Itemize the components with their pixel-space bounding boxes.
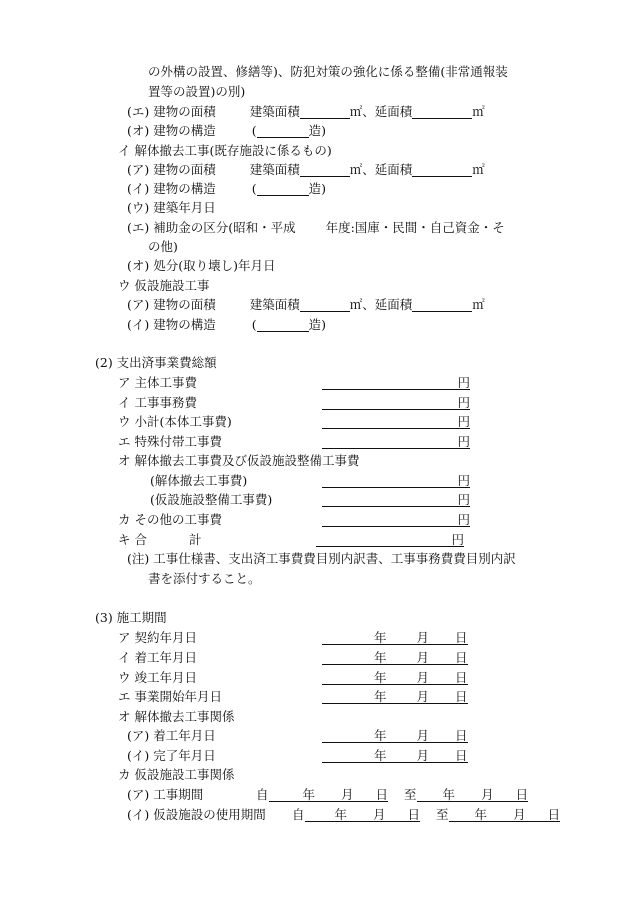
label: (エ) 建物の面積 [127, 104, 216, 119]
sec3-temp-usage [127, 807, 266, 822]
sec2-total-amount[interactable]: 円 [316, 532, 464, 547]
floor-area-blank[interactable] [412, 162, 472, 177]
sec3-title: (3) 施工期間 [95, 610, 167, 625]
floor-area-blank[interactable] [412, 104, 472, 119]
item-i-e-subsidy-line2: の他) [148, 239, 178, 254]
area-mid: ㎡、延面積 [349, 104, 413, 119]
section-i-title: イ 解体撤去工事(既存施設に係るもの) [118, 143, 332, 158]
sec3-row-demolition: オ 解体撤去工事関係 [118, 709, 235, 724]
total-label-b: 計 [188, 532, 202, 547]
item-u-i-structure [127, 317, 326, 332]
to-label: 至 [404, 787, 417, 802]
sec2-other-amount[interactable]: 円 [322, 512, 470, 527]
sec2-row-other: カ その他の工事費 [118, 512, 222, 527]
structure-blank[interactable] [257, 317, 309, 332]
sec2-sub-temporary: (仮設施設整備工事費) [150, 492, 273, 507]
sec2-sub-demolition: (解体撤去工事費) [150, 473, 248, 488]
area-blank[interactable] [300, 297, 350, 312]
sec3-row-start: イ 着工年月日 [118, 650, 197, 665]
sec2-sub-temporary-amount[interactable]: 円 [322, 492, 470, 507]
struct-unit: 造) [308, 123, 326, 138]
section-u-title: ウ 仮設施設工事 [118, 278, 210, 293]
item-i-e-subsidy [127, 220, 505, 235]
sec3-row-business-start: エ 事業開始年月日 [118, 689, 222, 704]
unit: ㎡ [472, 104, 485, 119]
item-i-i-structure [127, 181, 326, 196]
sec2-note-line2: 書を添付すること。 [148, 571, 261, 586]
total-label-a: キ 合 [118, 532, 147, 547]
paren: ( [251, 123, 257, 138]
sec3-row-temporary: カ 仮設施設工事関係 [118, 767, 235, 782]
sec3-temp-period-range[interactable]: 自 年 月 日 至 年 月 日 [256, 787, 529, 802]
sec2-main-amount[interactable]: 円 [322, 375, 470, 390]
sec3-start-date[interactable]: 年 月 日 [322, 650, 468, 665]
label: (ア) 工事期間 [127, 787, 204, 802]
label: (エ) 補助金の区分(昭和・平成 [127, 220, 296, 235]
from-label: 自 [256, 787, 269, 802]
sec2-row-office: イ 工事事務費 [118, 395, 197, 410]
sec3-contract-date[interactable]: 年 月 日 [322, 630, 468, 645]
label: (ア) 建物の面積 [127, 297, 216, 312]
intro-line-2: 置等の設置)の別) [148, 84, 246, 99]
floor-area-blank[interactable] [412, 297, 472, 312]
sec2-row-subtotal: ウ 小計(本体工事費) [118, 414, 232, 429]
sec2-sub-demolition-amount[interactable]: 円 [322, 473, 470, 488]
label: (イ) 建物の構造 [127, 317, 216, 332]
area-blank[interactable] [300, 162, 350, 177]
area-mid: ㎡、延面積 [349, 297, 413, 312]
label: (イ) 仮設施設の使用期間 [127, 807, 266, 822]
label: (ア) 建物の面積 [127, 162, 216, 177]
struct-unit: 造) [308, 317, 326, 332]
unit: ㎡ [472, 162, 485, 177]
area-label: 建築面積 [249, 104, 300, 119]
sec3-temp-usage-range[interactable]: 自 年 月 日 至 年 月 日 [292, 807, 561, 822]
item-i-o-disposal-date: (オ) 処分(取り壊し)年月日 [127, 258, 276, 273]
sec3-row-contract: ア 契約年月日 [118, 630, 197, 645]
sec2-title: (2) 支出済事業費総額 [95, 355, 217, 370]
structure-blank[interactable] [257, 181, 309, 196]
sec3-demolition-end: (イ) 完了年月日 [127, 748, 216, 763]
intro-line-1: の外構の設置、修繕等)、防犯対策の強化に係る整備(非常通報装 [148, 64, 508, 79]
area-mid: ㎡、延面積 [349, 162, 413, 177]
from-label: 自 [292, 807, 305, 822]
item-i-u-built-date: (ウ) 建築年月日 [127, 200, 216, 215]
sec2-row-demolition: オ 解体撤去工事費及び仮設施設整備工事費 [118, 453, 360, 468]
sec3-demolition-start: (ア) 着工年月日 [127, 728, 216, 743]
sec2-subtotal-amount[interactable]: 円 [322, 414, 470, 429]
sec2-note-line1: (注) 工事仕様書、支出済工事費費目別内訳書、工事事務費費目別内訳 [127, 551, 516, 566]
paren: ( [251, 181, 257, 196]
sec3-business-start-date[interactable]: 年 月 日 [322, 689, 468, 704]
sec3-demolition-end-date[interactable]: 年 月 日 [322, 748, 468, 763]
sec2-row-main: ア 主体工事費 [118, 375, 197, 390]
structure-blank[interactable] [257, 123, 309, 138]
item-a-o-structure [127, 123, 326, 138]
item-i-a-area [127, 162, 485, 177]
sec2-office-amount[interactable]: 円 [322, 395, 470, 410]
sec2-special-amount[interactable]: 円 [322, 434, 470, 449]
sec3-complete-date[interactable]: 年 月 日 [322, 670, 468, 685]
area-blank[interactable] [300, 104, 350, 119]
label: (オ) 建物の構造 [127, 123, 216, 138]
sec3-demolition-start-date[interactable]: 年 月 日 [322, 728, 468, 743]
sec2-row-total [118, 532, 201, 547]
label: (イ) 建物の構造 [127, 181, 216, 196]
item-u-a-area [127, 297, 485, 312]
label-cont: 年度:国庫・民間・自己資金・そ [325, 220, 505, 235]
sec3-temp-period [127, 787, 203, 802]
sec3-row-complete: ウ 竣工年月日 [118, 670, 197, 685]
unit: ㎡ [472, 297, 485, 312]
paren: ( [251, 317, 257, 332]
to-label: 至 [436, 807, 449, 822]
area-label: 建築面積 [249, 162, 300, 177]
area-label: 建築面積 [249, 297, 300, 312]
sec2-row-special: エ 特殊付帯工事費 [118, 434, 222, 449]
item-a-e-area [127, 104, 485, 119]
struct-unit: 造) [308, 181, 326, 196]
